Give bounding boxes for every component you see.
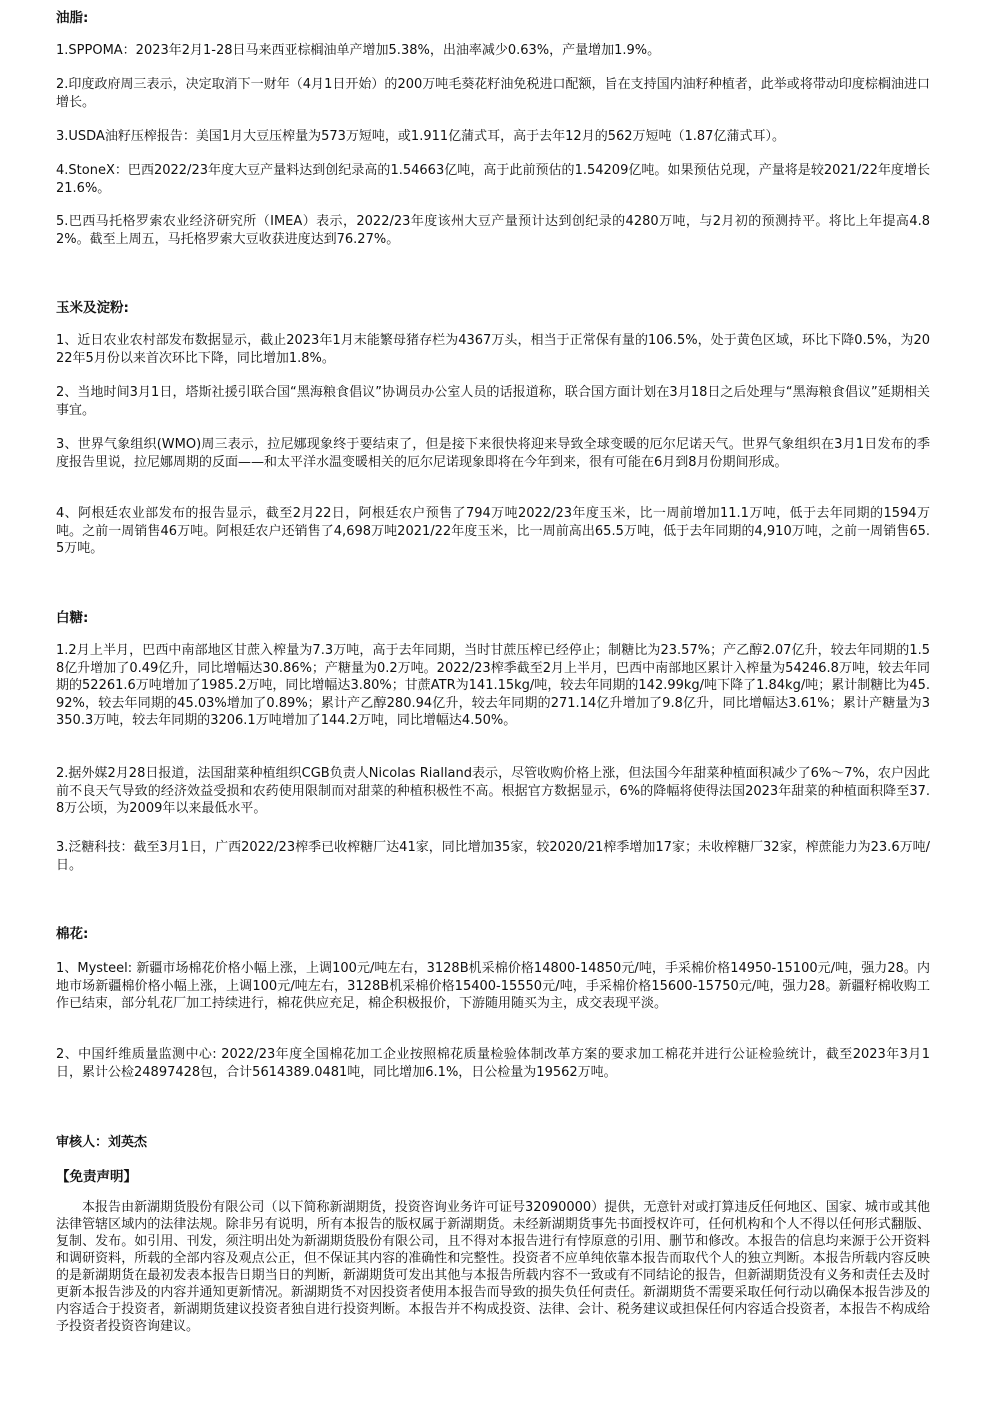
paragraph: 1、近日农业农村部发布数据显示，截止2023年1月末能繁母猪存栏为4367万头，相当于正常保有量的106.5%，处于黄色区域，环比下降0.5%，为2022年5月份以来首次环比下降，同比增加1.8%。: [56, 333, 930, 366]
disclaimer-body: 本报告由新湖期货股份有限公司（以下简称新湖期货，投资咨询业务许可证号32090000）提供，无意针对或打算违反任何地区、国家、城市或其他法律管辖区域内的法律法规。除非另有说明，所有本报告的版权属于新湖期货。未经新湖期货事先书面授权许可，任何机构和个人不得以任何形式翻版、复制、发布。如引用、刊发，须注明出处为新湖期货股份有限公司，且不得对本报告进行有悖原意的引用、删节和修改。本报告的信息均来源于公开资料和调研资料，所载的全部内容及观点公正，但不保证其内容的准确性和完整性。投资者不应单纯依靠本报告而取代个人的独立判断。本报告所载内容反映的是新湖期货在最初发表本报告日期当日的判断，新湖期货可发出其他与本报告所载内容不一致或有不同结论的报告，但新湖期货没有义务和责任去及时更新本报告涉及的内容并通知更新情况。新湖期货不对因投资者使用本报告而导致的损失负任何责任。新湖期货不需要采取任何行动以确保本报告涉及的内容适合于投资者，新湖期货建议投资者独自进行投资判断。本报告并不构成投资、法律、会计、税务建议或担保任何内容适合投资者，本报告不构成给予投资者投资咨询建议。: [56, 1200, 930, 1334]
section-title-sugar: 白糖:: [56, 610, 89, 626]
paragraph: 4.StoneX：巴西2022/23年度大豆产量料达到创纪录高的1.54663亿吨，高于此前预估的1.54209亿吨。如果预估兑现，产量将是较2021/22年度增长21.6%。: [56, 163, 930, 196]
section-title-cotton: 棉花:: [56, 926, 89, 942]
paragraph: 2.据外媒2月28日报道，法国甜菜种植组织CGB负责人Nicolas Rialland表示，尽管收购价格上涨，但法国今年甜菜种植面积减少了6%～7%，农户因此前不良天气导致的经济效益受损和农药使用限制而对甜菜的种植积极性不高。根据官方数据显示，6%的降幅将使得法国2023年甜菜的种植面积降至37.8万公顷，为2009年以来最低水平。: [56, 766, 930, 816]
reviewer-line: 审核人：刘英杰: [56, 1135, 148, 1150]
disclaimer-title: 【免责声明】: [56, 1169, 137, 1185]
paragraph: 1.2月上半月，巴西中南部地区甘蔗入榨量为7.3万吨，高于去年同期，当时甘蔗压榨已经停止；制糖比为23.57%；产乙醇2.07亿升，较去年同期的1.58亿升增加了0.49亿升，同比增幅达30.86%；产糖量为0.2万吨。2022/23榨季截至2月上半月，巴西中南部地区累计入榨量为54246.8万吨，较去年同期的52261.6万吨增加了1985.2万吨，同比增幅达3.80%；甘蔗ATR为141.15kg/吨，较去年同期的142.99kg/吨下降了1.84kg/吨；累计制糖比为45.92%，较去年同期的45.03%增加了0.89%；累计产乙醇280.94亿升，较去年同期的271.14亿升增加了9.8亿升，同比增幅达3.61%；累计产糖量为3350.3万吨，较去年同期的3206.1万吨增加了144.2万吨，同比增幅达4.50%。: [56, 643, 930, 728]
paragraph: 2.印度政府周三表示，决定取消下一财年（4月1日开始）的200万吨毛葵花籽油免税进口配额，旨在支持国内油籽种植者，此举或将带动印度棕榈油进口增长。: [56, 77, 930, 110]
paragraph: 3.泛糖科技：截至3月1日，广西2022/23榨季已收榨糖厂达41家，同比增加35家，较2020/21榨季增加17家；未收榨糖厂32家，榨蔗能力为23.6万吨/日。: [56, 840, 930, 873]
paragraph: 2、中国纤维质量监测中心: 2022/23年度全国棉花加工企业按照棉花质量检验体制改革方案的要求加工棉花并进行公证检验统计，截至2023年3月1日，累计公检24897428包，合计5614389.0481吨，同比增加6.1%，日公检量为19562万吨。: [56, 1047, 930, 1080]
paragraph: 1.SPPOMA：2023年2月1-28日马来西亚棕榈油单产增加5.38%，出油率减少0.63%，产量增加1.9%。: [56, 43, 661, 58]
paragraph: 4、阿根廷农业部发布的报告显示，截至2月22日，阿根廷农户预售了794万吨2022/23年度玉米，比一周前增加11.1万吨，低于去年同期的1594万吨。之前一周销售46万吨。阿根廷农户还销售了4,698万吨2021/22年度玉米，比一周前高出65.5万吨，低于去年同期的4,910万吨，之前一周销售65.5万吨。: [56, 506, 930, 556]
paragraph: 3.USDA油籽压榨报告：美国1月大豆压榨量为573万短吨，或1.911亿蒲式耳，高于去年12月的562万短吨（1.87亿蒲式耳）。: [56, 129, 785, 144]
paragraph: 3、世界气象组织(WMO)周三表示，拉尼娜现象终于要结束了，但是接下来很快将迎来导致全球变暖的厄尔尼诺天气。世界气象组织在3月1日发布的季度报告里说，拉尼娜周期的反面——和太平洋水温变暖相关的厄尔尼诺现象即将在今年到来，很有可能在6月到8月份期间形成。: [56, 437, 930, 470]
paragraph: 2、当地时间3月1日，塔斯社援引联合国“黑海粮食倡议”协调员办公室人员的话报道称，联合国方面计划在3月18日之后处理与“黑海粮食倡议”延期相关事宜。: [56, 385, 930, 418]
paragraph: 1、Mysteel: 新疆市场棉花价格小幅上涨，上调100元/吨左右，3128B机采棉价格14800-14850元/吨，手采棉价格14950-15100元/吨，强力28。内地市场新疆棉价格小幅上涨，上调100元/吨左右，3128B机采棉价格15400-15550元/吨，手采棉价格15600-15750元/吨，强力28。新疆籽棉收购工作已结束，部分轧花厂加工持续进行，棉花供应充足，棉企积极报价，下游随用随买为主，成交表现平淡。: [56, 961, 930, 1011]
section-title-oils: 油脂:: [56, 10, 89, 26]
paragraph: 5.巴西马托格罗索农业经济研究所（IMEA）表示，2022/23年度该州大豆产量预计达到创纪录的4280万吨，与2月初的预测持平。将比上年提高4.82%。截至上周五，马托格罗索大豆收获进度达到76.27%。: [56, 214, 930, 247]
section-title-corn: 玉米及淀粉:: [56, 300, 129, 316]
